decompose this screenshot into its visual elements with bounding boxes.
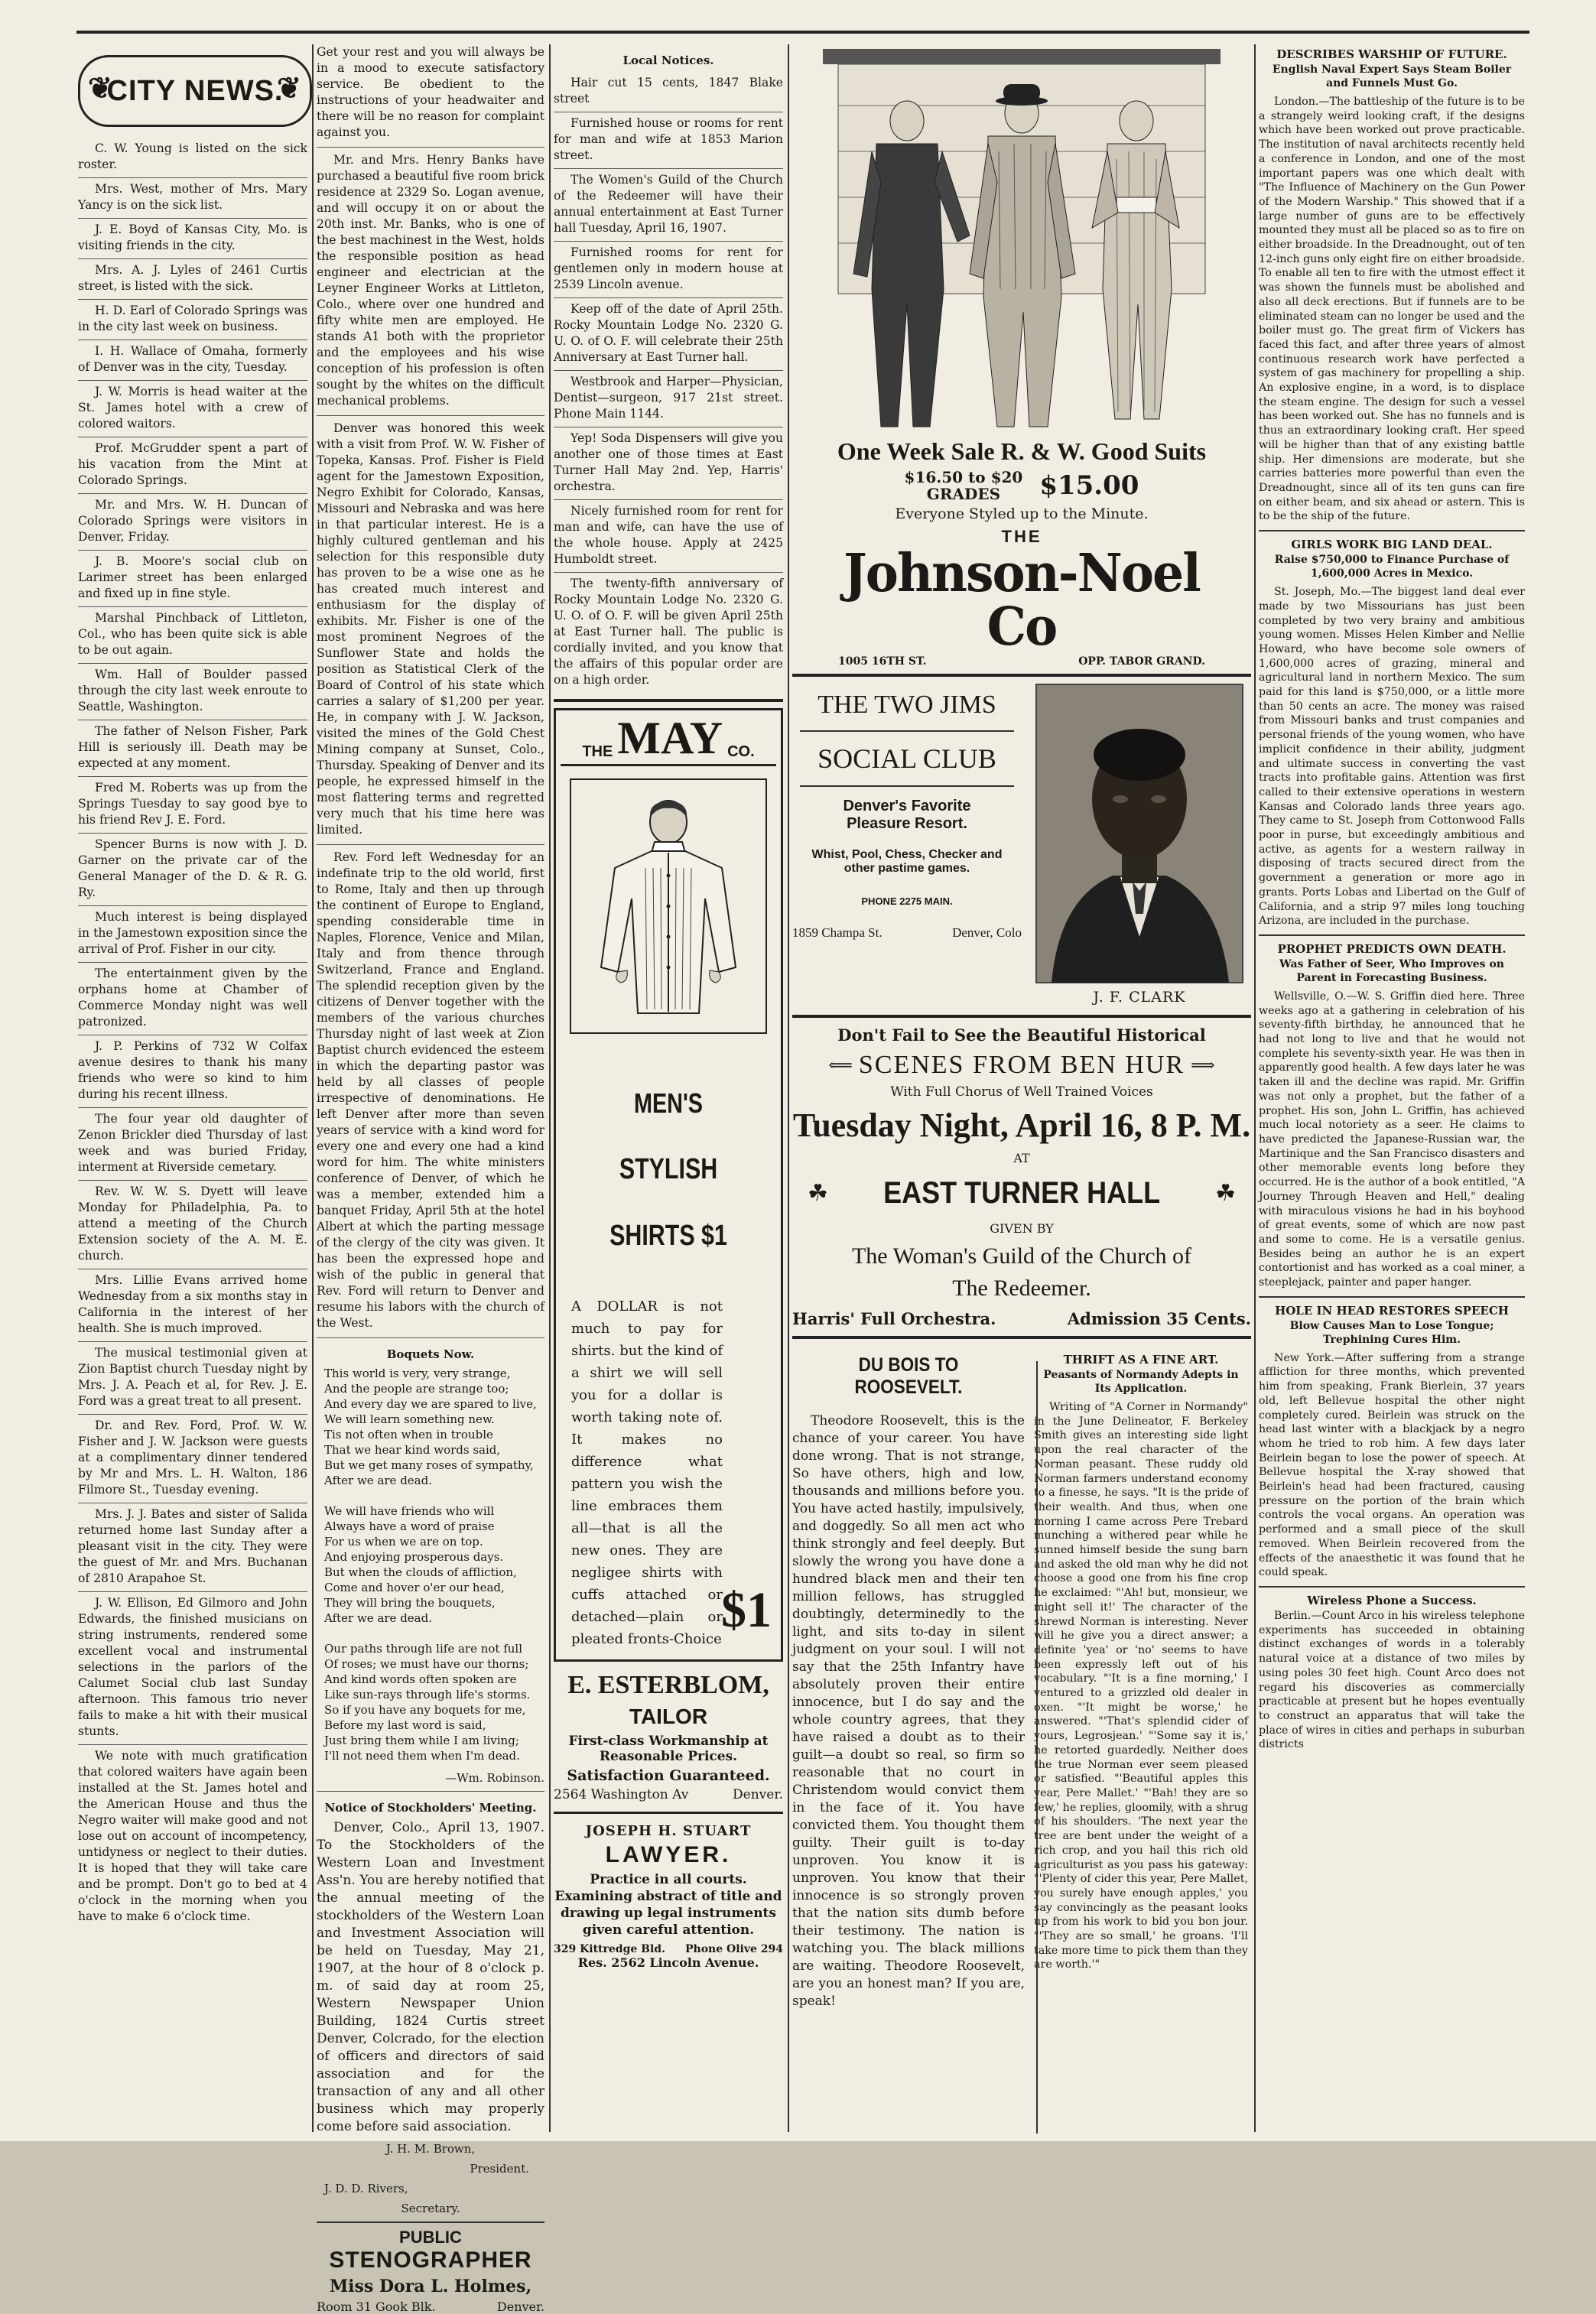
shirts-price: $1	[721, 1582, 772, 1638]
suits-grades: $16.50 to $20	[904, 468, 1023, 486]
thrift-body: Writing of "A Corner in Normandy" in the June Delineator, F. Berkeley Smith gives an interesting side light upon the real character of the Norman peasant. These ruddy old Norman farmers understand economy to a finesse, he says. "It is the pride of their wealth. And thus, when one morning I came across Pere Trebard munching a withered pear while he sunned himself beside the sung barn and asked the old man why he did not choose a good one from his fine crop he exclaimed: "'Ah! but, monsieur, we might sell it!' The character of the shrewd Norman is interesting. Never will he give you a direct answer; a definite 'yea' or 'no' seems to have been expressly left out of his vocabulary. "'It is a fine morning,' I ventured to a grizzled old dealer in oxen. "'It might be worse,' he answered. "'That's splendid cider of yours, Legrosjean.' "'Some say it is,' he retorted guardedly. Neither does the true Norman ever seem pleased or satisfied. "'Beautiful apples this year, Pere Mallet.' "'Bah! they are so few,' he replies, gloomily, with a shrug of his shoulders. 'The next year the tree are bent under the weight of a rich crop, and you hail this rich old agriculturist as you pass his gateway: "'Plenty of cider this year, Pere Mallet, you surely have enough apples,' you say convincingly as the peasant looks up from his work to bid you bon jour. "'They are so small,' he groans. 'I'll take more time to pick them than they are worth.'"	[1034, 1401, 1248, 1971]
benhur-line-6: The Woman's Guild of the Church of	[851, 1243, 1192, 1269]
johnson-noel-ad	[792, 44, 1251, 668]
wireless-body: Berlin.—Count Arco in his wireless telephone experiments has succeeded in obtaining distinct exchanges of words in a tolerably natural voice at a distance of two miles by using poles 30 feet high. Count Arco does not regard his discoveries as commercially practicable at present but he hopes eventually to construct an apparatus that will take the place of wires in cities and perhaps in suburban districts	[1259, 1609, 1525, 1751]
tailor-line-2: Satisfaction Guaranteed.	[567, 1767, 770, 1784]
tailor-city: Denver.	[733, 1787, 783, 1802]
shirts-line-1: MEN'S	[633, 1087, 704, 1119]
prophet-body: Wellsville, O.—W. S. Griffin died here. Three weeks ago at a gathering in celebration of his seventy-fifth birthday, he announced that he had not long to live and that he would not complete his seventy-sixth year. He was then in apparently good health. A few days later he was taken ill and the decline was rapid. Mr. Griffin was not only a prophet, but the father of a prophet. His son, John L. Griffin, has achieved much local notoriety as a seer. He claims to have predicted the Japanese-Russian war, the Martinique and the San Francisco disasters and other memorable events long before they occurred. He is the author of a book entitled, "A Journey Through Heaven and Hell," dealing with miraculous visions he had in his boyhood of great events, some of which are now past and some to come. He is a versatile genius. Besides being an author he is an expert contortionist and has worked as a coal miner, a steeplejack, painter and paper hanger.	[1259, 990, 1525, 1289]
benhur-line-2: SCENES FROM BEN HUR	[858, 1051, 1185, 1079]
lawyer-body: Practice in all courts. Examining abstract of title and drawing up legal instruments given careful attention.	[554, 1872, 782, 1938]
prophet-heading: PROPHET PREDICTS OWN DEATH.	[1277, 941, 1507, 956]
jims-line-2: SOCIAL CLUB	[818, 743, 996, 774]
city-news-item: Spencer Burns is now with J. D. Garner on the private car of the General Manager of the D. & R. G. Ry.	[78, 834, 307, 906]
benhur-given: GIVEN BY	[990, 1221, 1054, 1236]
local-notices-title: Local Notices.	[622, 54, 714, 67]
local-notice-item: Yep! Soda Dispensers will give you another one of those times at East Turner Hall May 2nd. Yep, Harris' orchestra.	[554, 427, 783, 500]
city-news-item: C. W. Young is listed on the sick roster.	[78, 138, 307, 178]
poem-title: Boquets Now.	[386, 1347, 475, 1361]
suits-price: $15.00	[1039, 470, 1139, 501]
tailor-address: 2564 Washington Av	[554, 1787, 689, 1802]
clover-right-icon: ☘	[1215, 1180, 1236, 1207]
stenographer-ad	[317, 2228, 544, 2314]
poem-signature: —Wm. Robinson.	[445, 1771, 544, 1785]
city-news-item: I. H. Wallace of Omaha, formerly of Denver was in the city, Tuesday.	[78, 340, 307, 381]
city-news-item: Wm. Hall of Boulder passed through the city last week enroute to Seattle, Washington.	[78, 664, 307, 720]
benhur-admission: Admission 35 Cents.	[1067, 1309, 1251, 1328]
may-the: THE	[582, 743, 613, 760]
shirts-body: A DOLLAR is not much to pay for shirts. but the kind of a shirt we will sell you for a dollar is worth taking note of. It makes no difference what pattern you wish the line embraces them all—that is all the new ones. They are negligee shirts with cuffs attached or detached—plain or pleated fronts-Choice	[571, 1298, 723, 1647]
city-news-item: Mrs. J. J. Bates and sister of Salida returned home last Sunday after a pleasant visit in the city. They were the guest of Mr. and Mrs. Buchanan of 2810 Arapahoe St.	[78, 1503, 307, 1592]
city-news-item: The musical testimonial given at Zion Baptist church Tuesday night by Mrs. J. A. Peach et al, for Rev. J. E. Ford was a great treat to all present.	[78, 1342, 307, 1415]
notice-title: Notice of Stockholders' Meeting.	[324, 1801, 537, 1815]
jims-line-1: THE TWO JIMS	[818, 691, 996, 719]
local-notice-item: Westbrook and Harper—Physician, Dentist—surgeon, 917 21st street. Phone Main 1144.	[554, 371, 783, 427]
dubois-body: Theodore Roosevelt, this is the chance of your career. You have done wrong. That is not strange, So have others, high and low, thousands and millions before you. You have acted hastily, impulsively, and doggedly. So all men act who think strongly and feel deeply. But slowly the wrong you have done a hundred black men and their ten million fellows, has struggled doubtingly, determinedly to the light, and sits to-day in silent judgment on your soul. I will not say that the 25th Infantry have absolutely proven their entire innocence, but I do say and the whole country agrees, that they have raised a doubt as to their guilt—a doubt so real, so firm so reasonable that no court in Christendom would convict them in the face of it. You have convicted them. You thought them guilty. Their guilt is to-day unproven. You know it is unproven. You know that their innocence is so strongly proven that the nation sits dumb before their testimony. The nation is watching you. The black millions are waiting. Theodore Roosevelt, are you an honest man? If you are, speak!	[792, 1413, 1025, 2009]
shirt-illustration	[570, 778, 767, 1034]
local-notice-item: Keep off of the date of April 25th. Rocky Mountain Lodge No. 2320 G. U. O. of O. F. will celebrate their 25th Anniversary at East Turner hall.	[554, 298, 783, 371]
city-news-item: Rev. W. W. S. Dyett will leave Monday for Philadelphia, Pa. to attend a meeting of the Church Extension society of the A. M. E. church.	[78, 1181, 307, 1269]
benhur-line-7: The Redeemer.	[952, 1276, 1091, 1301]
local-notice-item: Hair cut 15 cents, 1847 Blake street	[554, 72, 783, 112]
city-news-item: Fred M. Roberts was up from the Springs Tuesday to say good bye to his friend Rev J. E. Ford.	[78, 777, 307, 834]
steno-heading: PUBLIC	[399, 2228, 462, 2247]
city-news-item: J. W. Ellison, Ed Gilmoro and John Edwards, the finished musicians on string instruments, rendered some excellent vocal and instrumental selections in the parlors of the Calumet Social club last Sunday afternoon. This famous trio never fails to make a hit with their musical stunts.	[78, 1592, 307, 1745]
ornament-right-icon: ⟹	[1191, 1055, 1215, 1075]
lawyer-phone: Phone Olive 294	[685, 1943, 783, 1955]
may-name: MAY	[617, 713, 723, 763]
jn-address: 1005 16TH ST.	[838, 655, 927, 668]
suits-line: One Week Sale R. & W. Good Suits	[837, 437, 1207, 465]
thrift-title: THRIFT AS A FINE ART.	[1063, 1353, 1219, 1367]
warship-heading: DESCRIBES WARSHIP OF FUTURE.	[1276, 47, 1507, 61]
article-fisher: Denver was honored this week with a visit from Prof. W. W. Fisher of Topeka, Kansas. Prof. Fisher is Field agent for the Jamestown Exposition, Negro Exhibit for Colorado, Kansas, Missouri and Nebraska and was here in that particular interest. He is a highly cultured gentleman and his selection for this responsible duty has proven to be a wise one as he has created much interest and enthusiasm for the display of exhibits. Mr. Fisher is one of the most prominent Negroes of the Sunflower State and holds the position as Statistical Clerk of the Board of Control of his state which carries a salary of $1,200 per year. He, in company with J. W. Jackson, visited the mines of the Gold Chest Mining company at Sunset, Colo., Thursday. Speaking of Denver and its people, he expressed himself in the most flattering terms and regretted very much that his time here was limited.	[317, 421, 544, 837]
local-notice-item: The twenty-fifth anniversary of Rocky Mountain Lodge No. 2320 G. U. O. of O. F. will be given April 25th at East Turner hall. The public is cordially invited, and you know that the affairs of this popular order are on a high order.	[554, 577, 783, 687]
city-news-item: Prof. McGrudder spent a part of his vacation from the Mint at Colorado Springs.	[78, 437, 307, 494]
notice-secretary: J. D. D. Rivers,	[324, 2182, 408, 2195]
local-notice-item: Furnished house or rooms for rent for man and wife at 1853 Marion street.	[554, 112, 783, 169]
warship-sub: English Naval Expert Says Steam Boiler and Funnels Must Go.	[1272, 63, 1512, 89]
benhur-line-1: Don't Fail to See the Beautiful Historical	[837, 1025, 1206, 1045]
shirt-drawing-icon	[584, 791, 752, 1021]
girls-body: St. Joseph, Mo.—The biggest land deal ever made by two Missourians has just been completed by two very brainy and ambitious young women. Misses Helen Kimber and Nellie Howard, who have become sole owners of 1,600,000 acres of grazing, mineral and agricultural land in northern Mexico. The sum paid for this land is $750,000, or a little more than 50 cents an acre. The money was raised from Missouri banks and trust companies and personal friends of the young women, who have implicit confidence in their ability, judgment and ultimate success in converting the vast tracts into profitable gains. Attention was first called to their extensive operations in western Kansas and Colorado lands three years ago. They came to St. Joseph from Cottonwood Falls poor in purse, but exceedingly ambitious and active, as agents for a western railway in disposing of tracts secured direct from the government a generation or more ago in grants. Ports Lobas and Libertad on the Gulf of California, and a strip 97 miles long touching Arizona, are included in the purchase.	[1259, 586, 1525, 928]
steno-room: Room 31 Gook Blk.	[317, 2299, 436, 2314]
local-notices-list	[554, 72, 783, 693]
jims-line-3: Denver's Favorite Pleasure Resort.	[843, 798, 971, 832]
dubois-article	[792, 1347, 1025, 2010]
tailor-ad	[554, 1671, 783, 1802]
lawyer-name: JOSEPH H. STUART	[585, 1823, 752, 1839]
article-banks: Mr. and Mrs. Henry Banks have purchased a beautiful five room brick residence at 2329 So. Logan avenue, and will occupy it on or about the 20th inst. Mr. Banks, who is one of the best machinest in the West, holds the responsible position as head engineer and electrician at the Leyner Engineer Works at Littleton, Colo., where over one hundred and fifty white men are employed. He stands A1 both with the proprietor and the employees and his wise conception of his profession is often sought by the whites on the difficult mechanical problems.	[317, 153, 544, 408]
city-news-item: Marshal Pinchback of Littleton, Col., who has been quite sick is able to be out again.	[78, 607, 307, 664]
ornament-left-icon: ⟸	[828, 1055, 853, 1075]
steno-heading-2: STENOGRAPHER	[329, 2247, 532, 2273]
tailor-line-1: First-class Workmanship at Reasonable Prices.	[568, 1734, 769, 1764]
hole-sub: Blow Causes Man to Lose Tongue; Trephining Cures Him.	[1289, 1319, 1494, 1346]
city-news-item: J. E. Boyd of Kansas City, Mo. is visiting friends in the city.	[78, 219, 307, 259]
notice-secretary-title: Secretary.	[401, 2202, 460, 2215]
city-news-item: The entertainment given by the orphans home at Chamber of Commerce Monday night was well patronized.	[78, 963, 307, 1035]
column-divider	[549, 44, 551, 2132]
city-news-item: Mr. and Mrs. W. H. Duncan of Colorado Springs were visitors in Denver, Friday.	[78, 494, 307, 551]
jims-phone: PHONE 2275 MAIN.	[861, 895, 953, 907]
local-notice-item: Nicely furnished room for rent for man and wife, can have the use of the whole house. Apply at 2425 Humboldt street.	[554, 500, 783, 573]
city-news-item: J. W. Morris is head waiter at the St. James hotel with a crew of colored waitors.	[78, 381, 307, 437]
may-co: CO.	[727, 743, 755, 760]
laurel-right-icon: ❦	[277, 73, 302, 105]
article-intro: Get your rest and you will always be in a mood to execute satisfactory service. Be obedient to the instructions of your headwaiter and there will be no reason for complaint against you.	[317, 45, 544, 139]
jn-name: Johnson-Noel Co	[844, 543, 1200, 658]
lawyer-ad	[554, 1823, 783, 1970]
article-ford: Rev. Ford left Wednesday for an indefinate trip to the old world, first to Rome, Italy and then up through the continent of Europe to England, spending considerable time in Naples, Florence, Venice and Milan, Italy and from thence through Switzerland, France and England. The splendid reception given by the citizens of Denver together with the members of the various churches Thursday night of last week at Zion Baptist church evidenced the esteem in which the departing pastor was held by all classes of people irrespective of denominations. He left Denver after more than seven years of service with a kind word for every one and every one had a kind word for him. The white ministers conference of Denver, of which he was a member, extended him a banquet Friday, April 5th at the hotel Albert at which the parting message of the clergy of the city was given. It has been the expressed hope and wish of the public in general that Rev. Ford will return to Denver and resume his labors with the church of the West.	[317, 850, 544, 1330]
city-news-item: J. B. Moore's social club on Larimer street has been enlarged and fixed up in fine style.	[78, 551, 307, 607]
lawyer-residence: Res. 2562 Lincoln Avenue.	[577, 1955, 759, 1970]
jn-the: THE	[1001, 527, 1042, 546]
lawyer-address: 329 Kittredge Bld.	[554, 1943, 665, 1955]
wireless-heading: Wireless Phone a Success.	[1307, 1593, 1477, 1607]
notice-body: Denver, Colo., April 13, 1907. To the Stockholders of the Western Loan and Investment Ass'n. You are hereby notified that the annual meeting of the stockholders of the Western Loan and Investment Association will be held on Tuesday, May 21, 1907, at the hour of 8 o'clock p. m. of said day at room 25, Western Newspaper Union Building, 1824 Curtis street Denver, Colcrado, for the election of officers and directors of said association and for the transaction of any and all other business which may properly come before said association.	[317, 1820, 544, 2134]
column-divider	[788, 44, 789, 2132]
city-news-list	[78, 138, 307, 1929]
notice-president: J. H. M. Brown,	[385, 2142, 476, 2156]
benhur-at: AT	[1013, 1151, 1030, 1165]
may-co-ad	[554, 708, 783, 1662]
hole-heading: HOLE IN HEAD RESTORES SPEECH	[1275, 1303, 1509, 1318]
suits-grades-label: GRADES	[926, 485, 1001, 503]
local-notice-item: The Women's Guild of the Church of the Redeemer will have their annual entertainment at East Turner hall Tuesday, April 16, 1907.	[554, 169, 783, 242]
column-three	[554, 44, 783, 2132]
clover-left-icon: ☘	[808, 1180, 828, 1207]
city-news-item: The father of Nelson Fisher, Park Hill is seriously ill. Death may be expected at any moment.	[78, 720, 307, 777]
prophet-sub: Was Father of Seer, Who Improves on Parent in Forecasting Business.	[1279, 957, 1504, 984]
steno-name: Miss Dora L. Holmes,	[329, 2277, 532, 2296]
benhur-line-4: Tuesday Night, April 16, 8 P. M.	[792, 1107, 1251, 1144]
city-news-item: Mrs. A. J. Lyles of 2461 Curtis street, is listed with the sick.	[78, 259, 307, 300]
section-title: CITY NEWS.	[106, 74, 284, 107]
column-city-news	[78, 44, 307, 2132]
column-two	[317, 44, 544, 2314]
tailor-title: TAILOR	[629, 1705, 708, 1728]
notice-president-title: President.	[470, 2162, 529, 2176]
steno-city: Denver.	[496, 2299, 544, 2314]
warship-body: London.—The battleship of the future is to be a strangely weird looking craft, if the designs which have been worked out prove practicable. The institution of naval architects recently held a conference in London, and one of the most important papers was one which dealt with "The Influence of Machinery on the Gun Power of the Modern Warship." This showed that if a large number of guns are to be effectively mounted they must all be placed so as to fire on either broadside. In the Dreadnought, out of ten 12-inch guns only eight fire on either broadside. To enable all ten to fire with the utmost effect it was shown the funnels must be abolished and also all deck erections. But if funnels are to be eliminated steam can no longer be used and the boiler must go. The great firm of Vickers has faced this fact, and after three years of almost continuous research work have perfected a system of gas machinery for propelling a ship. An explosive engine, in a word, is to displace the steam engine. The design for such a vessel has been worked out. She has no funnels and is thus an extraordinary looking craft. Her speed will be higher than that of any existing battle ship. Her dimensions are moderate, but she carries batteries more powerful than even the Dreadnought, since all of its ten guns can fire on either beam, and six ahead or astern. This is to be the ship of the future.	[1259, 96, 1526, 523]
benhur-line-3: With Full Chorus of Well Trained Voices	[890, 1084, 1153, 1100]
city-news-banner	[78, 55, 312, 127]
girls-heading: GIRLS WORK BIG LAND DEAL.	[1291, 538, 1493, 552]
city-news-item: Much interest is being displayed in the Jamestown exposition since the arrival of Prof. Fisher in our city.	[78, 906, 307, 963]
city-news-item: The four year old daughter of Zenon Brickler died Thursday of last week and was buried Friday, interment at Riverside cemetary.	[78, 1108, 307, 1181]
city-news-item: Mrs. West, mother of Mrs. Mary Yancy is on the sick list.	[78, 178, 307, 219]
shirts-headline	[561, 1087, 776, 1253]
dubois-title: DU BOIS TO ROOSEVELT.	[854, 1354, 963, 1398]
shirts-line-3: SHIRTS $1	[609, 1220, 727, 1252]
jn-opp: OPP. TABOR GRAND.	[1078, 655, 1205, 668]
shirts-line-2: STYLISH	[619, 1153, 718, 1185]
laurel-left-icon: ❦	[88, 73, 113, 105]
suits-illustration-icon	[808, 44, 1236, 434]
benhur-line-5: EAST TURNER HALL	[883, 1176, 1160, 1210]
local-notice-item: Furnished rooms for rent for gentlemen only in modern house at 2539 Lincoln avenue.	[554, 242, 783, 298]
lawyer-title: LAWYER.	[605, 1842, 732, 1867]
city-news-item: Mrs. Lillie Evans arrived home Wednesday from a six months stay in California in the interest of her health. She is much improved.	[78, 1269, 307, 1342]
girls-sub: Raise $750,000 to Finance Purchase of 1,600,000 Acres in Mexico.	[1274, 554, 1510, 580]
portrait-caption: J. F. CLARK	[1093, 989, 1186, 1006]
jims-line-4: Whist, Pool, Chess, Checker and other pastime games.	[811, 848, 1003, 875]
benhur-orchestra: Harris' Full Orchestra.	[792, 1309, 996, 1328]
city-news-item: J. P. Perkins of 732 W Colfax avenue desires to thank his many friends who were so kind to him during his recent illness.	[78, 1035, 307, 1108]
thrift-sub: Peasants of Normandy Adepts in Its Application.	[1043, 1369, 1239, 1395]
thrift-article	[1034, 1347, 1248, 2010]
city-news-item: We note with much gratification that colored waiters have again been installed at the St. James hotel and the American House and thus the Negro waiter will make good and not lose out on account of incompetency, untidyness or neglect to their duties. It is hoped that they will take care and be prompt. Don't go to bed at 4 o'clock in the morning when you have to make 6 o'clock time.	[78, 1749, 307, 1923]
top-rule	[76, 31, 1529, 34]
jims-city: Denver, Colo	[952, 925, 1022, 940]
ben-hur-ad	[792, 1025, 1251, 1328]
poem-body: This world is very, very strange, And the people are strange too; And every day we are spared to live, We will learn something new. Tis not often when in trouble That we hear kind words said, But we get many roses of sympathy, After we are dead. We will have friends who will Always have a word of praise For us when we are on top. And enjoying prosperous days. But when the clouds of affliction, Come and hover o'er our head, They will bring the bouquets, After we are dead. Our paths through life are not full Of roses; we must have our thorns; And kind words often spoken are Like sun-rays through life's storms. So if you have any boquets for me, Before my last word is said, Just bring them while I am living; I'll not need them when I'm dead.	[324, 1367, 537, 1763]
two-jims-ad	[792, 684, 1251, 1006]
portrait-photo-icon	[1036, 684, 1243, 983]
tailor-name: E. ESTERBLOM,	[567, 1671, 769, 1699]
column-divider	[312, 44, 314, 2132]
jims-address: 1859 Champa St.	[792, 925, 883, 940]
suits-styled: Everyone Styled up to the Minute.	[895, 505, 1149, 522]
column-five	[1259, 44, 1525, 2132]
hole-body: New York.—After suffering from a strange affliction for three months, which prevented him from speaking, Frank Bierlein, 37 years old, left Bellevue hospital the other night completely cured. Beirlein was struck on the head last winter with a blackjack by a negro whom he tried to rob him. A few days later Beirlein began to lose the power of speech. At Bellevue hospital the X-ray showed that Beirlein's head had been fractured, causing pressure on the portion of the brain which controls the vocal organs. An operation was performed and a small piece of the skull removed. When Beirlein recovered from the effects of the anaesthetic it was found that he could speak.	[1259, 1351, 1525, 1579]
portrait-frame	[1032, 684, 1247, 1006]
city-news-item: H. D. Earl of Colorado Springs was in the city last week on business.	[78, 300, 307, 340]
city-news-item: Dr. and Rev. Ford, Prof. W. W. Fisher and J. W. Jackson were guests at a complimentary dinner tendered by Mr and Mrs. L. H. Walton, 186 Filmore St., Tuesday evening.	[78, 1415, 307, 1503]
column-divider	[1254, 44, 1256, 2132]
column-four	[792, 44, 1251, 2132]
